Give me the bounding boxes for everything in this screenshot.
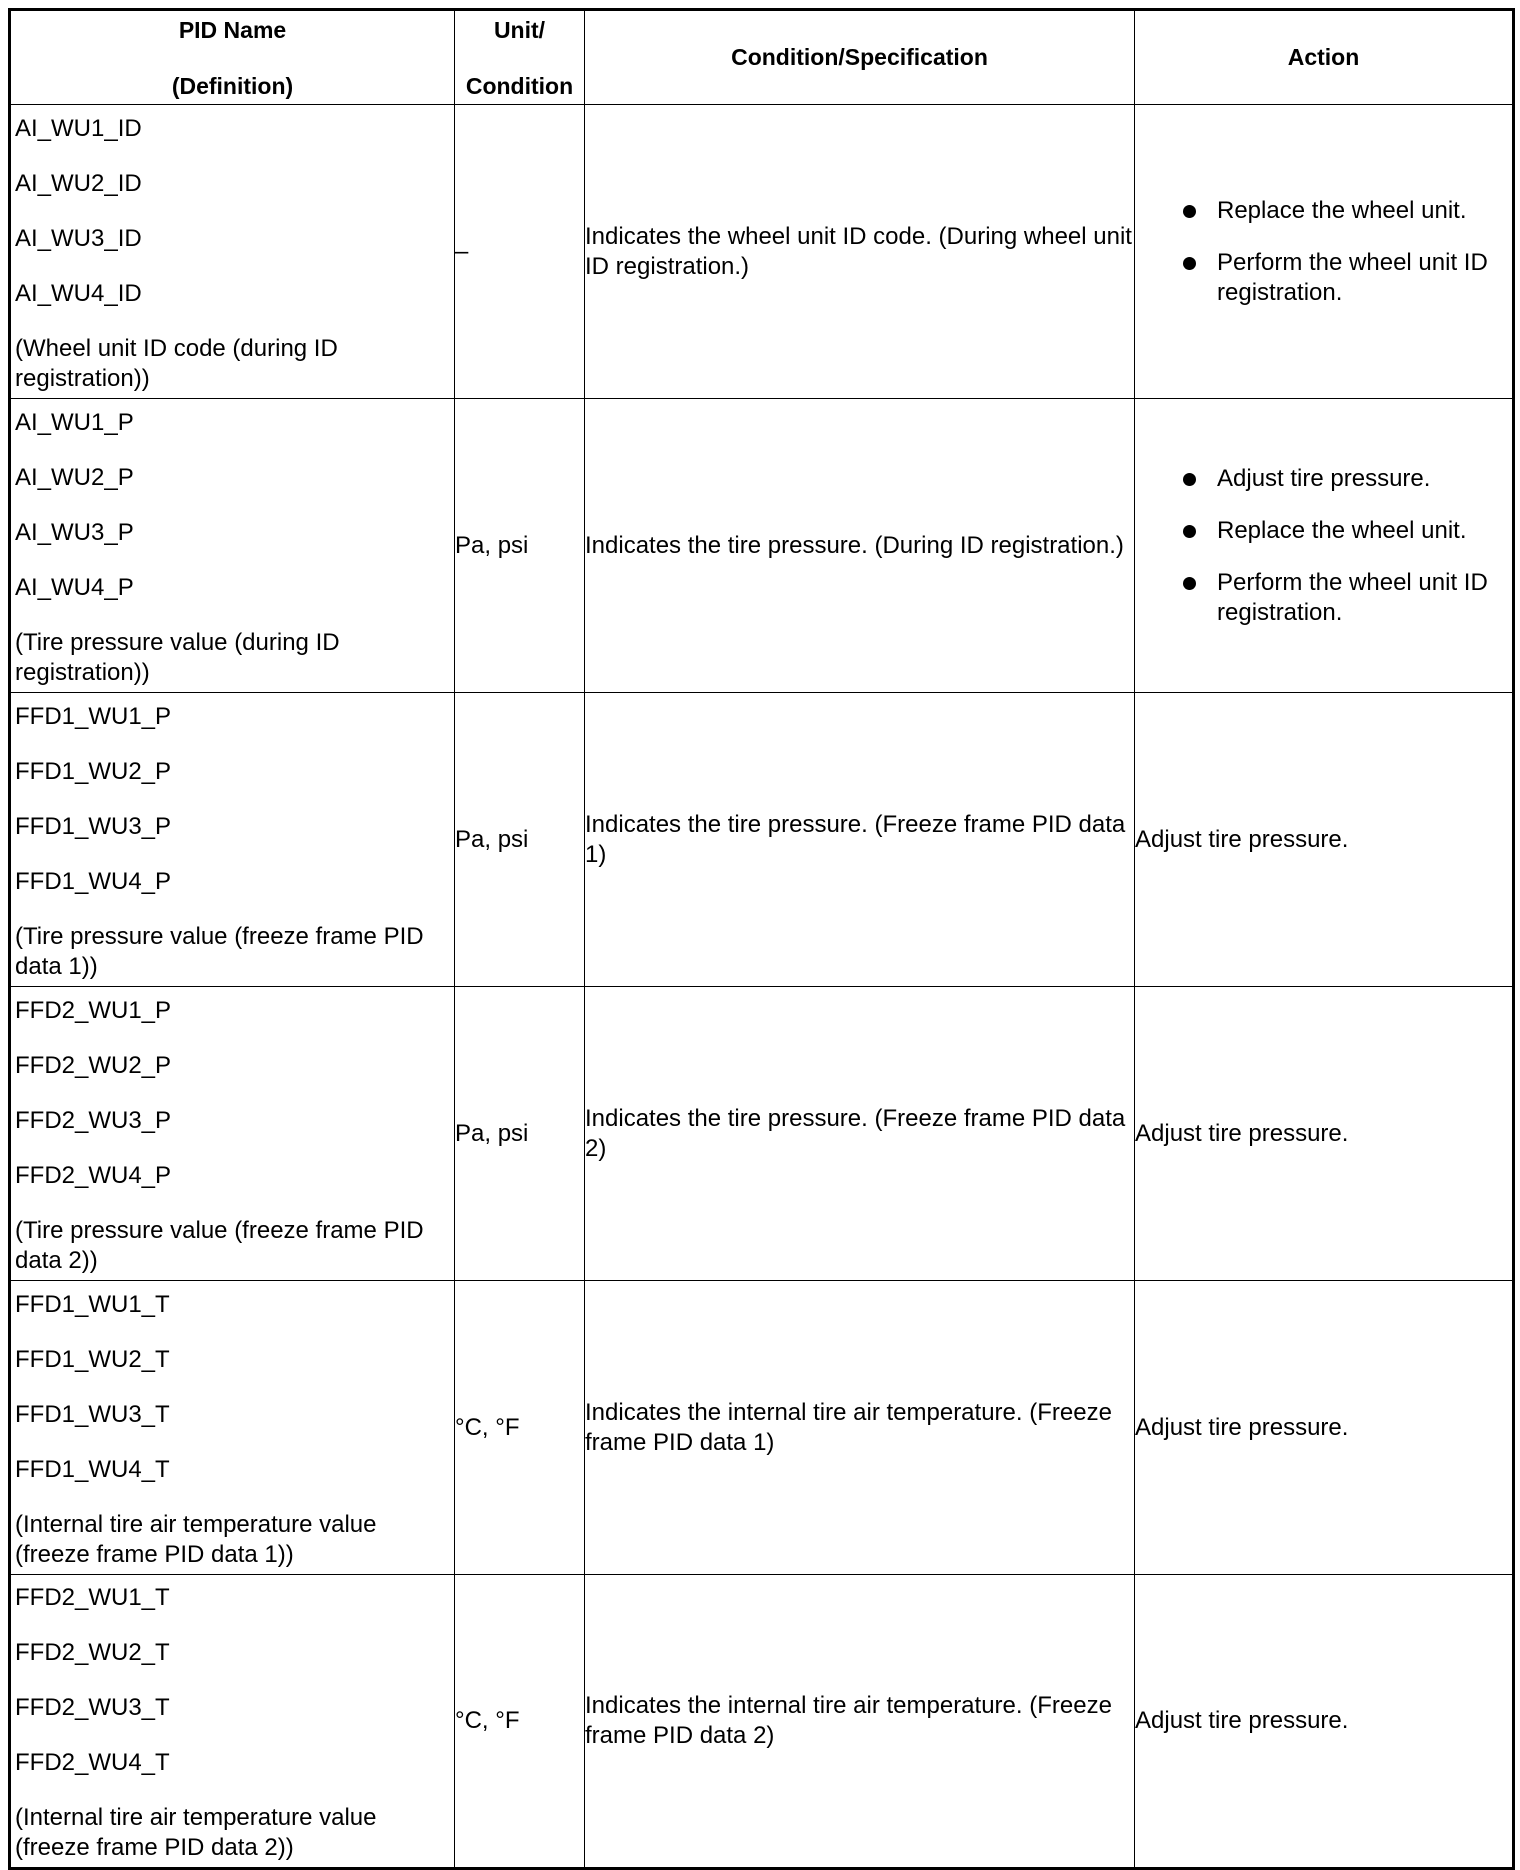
action-item: Replace the wheel unit. [1183, 196, 1512, 226]
pid-name-cell [10, 693, 455, 987]
header-pid-name-line2: (Definition) [171, 72, 294, 99]
action-item: Perform the wheel unit ID registration. [1183, 248, 1512, 308]
condition-cell: Indicates the tire pressure. (Freeze frame PID data 2) [585, 987, 1135, 1281]
pid-name: FFD2_WU1_P [15, 996, 172, 1024]
header-unit-line1: Unit/ [493, 16, 546, 43]
pid-definition: (Wheel unit ID code (during ID registration)) [15, 334, 338, 392]
pid-definition: (Tire pressure value (during ID registration)) [15, 628, 340, 686]
pid-name: FFD2_WU4_T [15, 1749, 170, 1776]
header-pid-name-line1: PID Name [178, 16, 287, 43]
action-list [1135, 196, 1512, 308]
action-cell: Adjust tire pressure. [1135, 1281, 1514, 1575]
pid-name: FFD2_WU2_P [15, 1051, 172, 1079]
action-cell [1135, 399, 1514, 693]
action-cell: Adjust tire pressure. [1135, 987, 1514, 1281]
pid-name: AI_WU4_ID [15, 279, 142, 307]
table-row [10, 693, 1514, 987]
unit-cell: Pa, psi [455, 399, 585, 693]
pid-name: AI_WU2_ID [15, 169, 142, 197]
pid-name: FFD1_WU1_T [15, 1290, 170, 1318]
header-condition: Condition/Specification [585, 10, 1135, 105]
condition-cell: Indicates the tire pressure. (During ID registration.) [585, 399, 1135, 693]
pid-definition: (Internal tire air temperature value (freeze frame PID data 1)) [15, 1510, 377, 1568]
pid-name: AI_WU1_ID [15, 114, 142, 142]
unit-cell: Pa, psi [455, 693, 585, 987]
pid-name: AI_WU3_P [15, 518, 134, 546]
table-row [10, 1575, 1514, 1869]
unit-cell: Pa, psi [455, 987, 585, 1281]
pid-list [11, 1579, 454, 1803]
pid-definition: (Internal tire air temperature value (freeze frame PID data 2)) [15, 1804, 377, 1861]
unit-cell: °C, °F [455, 1281, 585, 1575]
action-item: Perform the wheel unit ID registration. [1183, 568, 1512, 628]
header-pid-name [10, 10, 455, 105]
header-unit-line2: Condition [465, 72, 574, 99]
pid-name: AI_WU2_P [15, 463, 134, 491]
action-cell [1135, 105, 1514, 399]
pid-name: AI_WU3_ID [15, 224, 142, 252]
header-row [10, 10, 1514, 105]
pid-list [11, 110, 454, 334]
pid-name: FFD2_WU4_P [15, 1161, 172, 1189]
pid-name: AI_WU4_P [15, 573, 134, 601]
action-item: Replace the wheel unit. [1183, 516, 1512, 546]
pid-name: AI_WU1_P [15, 408, 134, 436]
pid-name: FFD1_WU1_P [15, 702, 172, 730]
pid-name: FFD2_WU2_T [15, 1639, 170, 1666]
action-list [1135, 464, 1512, 628]
pid-name: FFD1_WU4_P [15, 867, 172, 895]
pid-name: FFD1_WU2_P [15, 757, 172, 785]
pid-name-cell [10, 1281, 455, 1575]
table-row [10, 105, 1514, 399]
pid-name-cell [10, 987, 455, 1281]
pid-list [11, 992, 454, 1216]
pid-name: FFD2_WU3_P [15, 1106, 172, 1134]
pid-name: FFD1_WU3_P [15, 812, 172, 840]
pid-name: FFD2_WU1_T [15, 1584, 170, 1611]
unit-cell: – [455, 105, 585, 399]
table-row [10, 987, 1514, 1281]
table-row [10, 1281, 1514, 1575]
condition-cell: Indicates the internal tire air temperature. (Freeze frame PID data 2) [585, 1575, 1135, 1869]
pid-definition: (Tire pressure value (freeze frame PID data 2)) [15, 1216, 424, 1274]
condition-cell: Indicates the tire pressure. (Freeze frame PID data 1) [585, 693, 1135, 987]
unit-cell: °C, °F [455, 1575, 585, 1869]
pid-list [11, 1286, 454, 1510]
pid-name: FFD2_WU3_T [15, 1694, 170, 1721]
pid-list [11, 698, 454, 922]
action-cell: Adjust tire pressure. [1135, 1575, 1514, 1869]
pid-list [11, 404, 454, 628]
pid-table [8, 8, 1515, 1870]
action-item: Adjust tire pressure. [1183, 464, 1512, 494]
pid-name: FFD1_WU3_T [15, 1400, 170, 1428]
pid-name: FFD1_WU4_T [15, 1455, 170, 1483]
pid-name-cell [10, 105, 455, 399]
condition-cell: Indicates the wheel unit ID code. (During wheel unit ID registration.) [585, 105, 1135, 399]
condition-cell: Indicates the internal tire air temperature. (Freeze frame PID data 1) [585, 1281, 1135, 1575]
table-row [10, 399, 1514, 693]
pid-name-cell [10, 399, 455, 693]
header-unit [455, 10, 585, 105]
pid-name-cell [10, 1575, 455, 1869]
pid-definition: (Tire pressure value (freeze frame PID data 1)) [15, 922, 424, 980]
action-cell: Adjust tire pressure. [1135, 693, 1514, 987]
header-action: Action [1135, 10, 1514, 105]
pid-name: FFD1_WU2_T [15, 1345, 170, 1373]
